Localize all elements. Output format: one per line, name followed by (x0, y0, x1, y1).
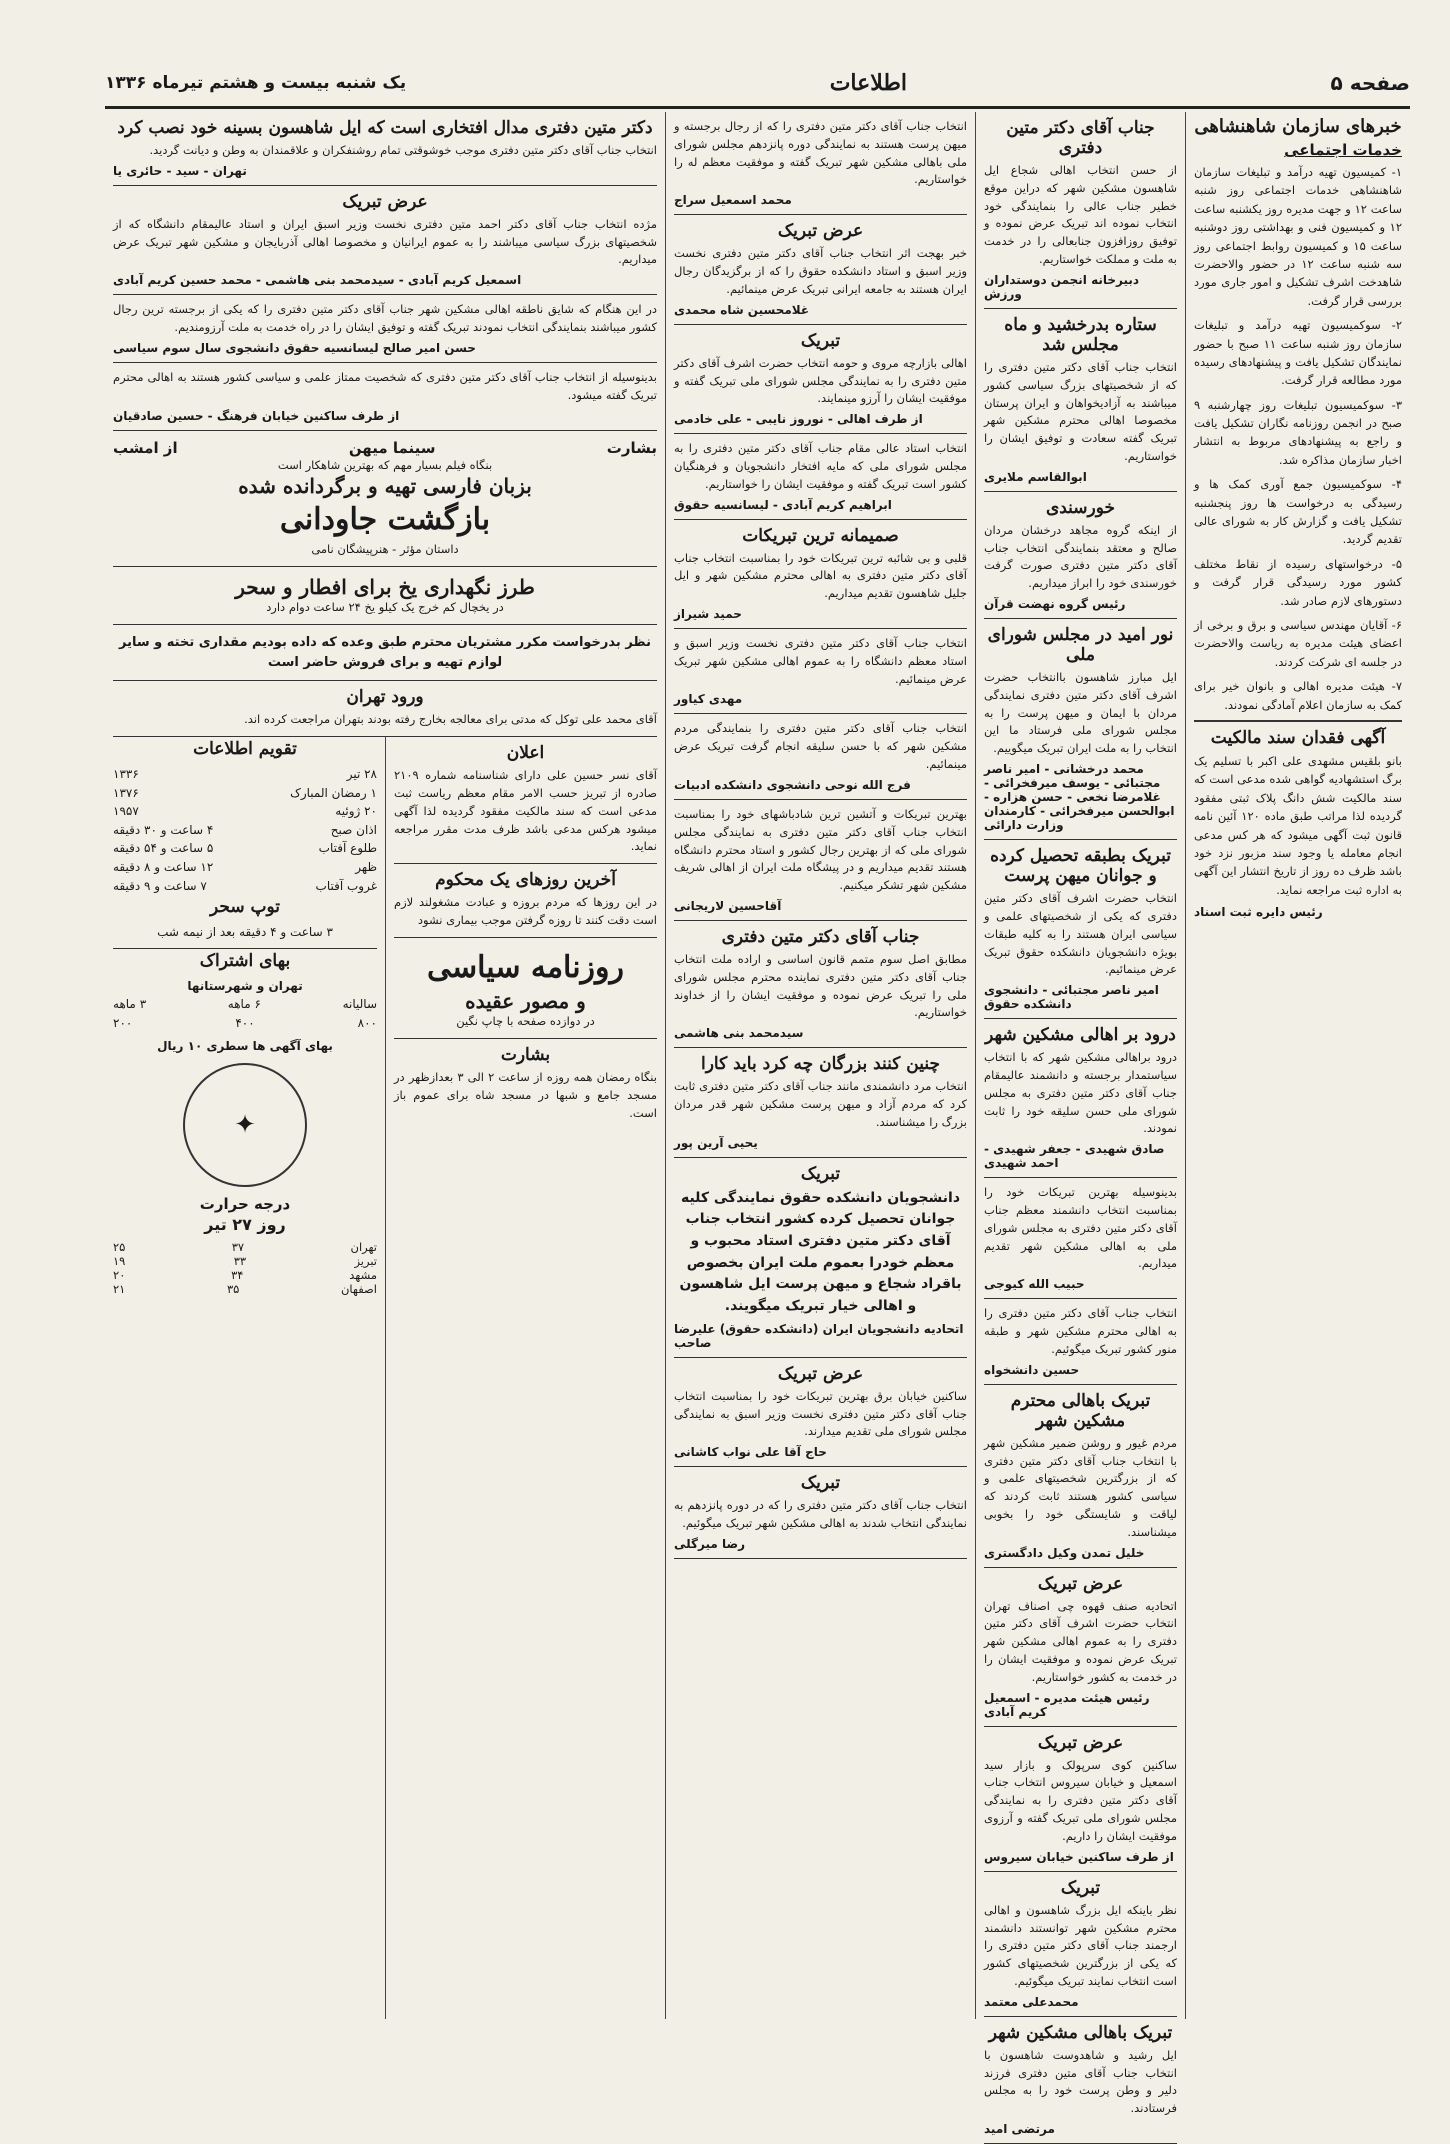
weekly-sub: و مصور عقیده (465, 988, 586, 1013)
elan-title: اعلان (506, 743, 545, 764)
temperature-day: روز ۲۷ تیر (204, 1215, 286, 1235)
article-text: انتخاب جناب آقای دکتر متین دفتری را که در دوره پانزدهم به نمایندگی انتخاب شدند به اهالی مشکین شهر تبریک میگوئیم. (674, 1498, 967, 1530)
deed-notice-sig: رئیس دایره ثبت اسناد (1194, 905, 1323, 920)
calendar-value: ۵ ساعت و ۵۴ دقیقه (113, 841, 214, 856)
calendar-label: ۲۸ تیر (346, 767, 377, 782)
article-text: انتخاب جناب آقای دکتر متین دفتری نخست وزیر اسبق و استاد معظم دانشگاه را به عموم اهالی مشکین شهر تبریک عرض مینمائیم. (674, 636, 967, 686)
city: تهران (350, 1240, 377, 1255)
calendar-line (113, 821, 377, 840)
article-text: بدینوسیله از انتخاب جناب آقای دکتر متین دفتری که شخصیت ممتاز علمی و سیاسی کشور هستند به اهالی محترم تبریک گفته میشود. (113, 369, 657, 402)
article-signature: یحیی آرین پور (674, 1135, 758, 1150)
calendar-label: ۲۰ ژوئیه (335, 804, 377, 819)
max: ۳۴ (231, 1268, 244, 1283)
news-item: ۱- کمیسیون تهیه درآمد و تبلیغات سازمان شاهنشاهی خدمات اجتماعی روز شنبه ساعت ۱۲ و جهت مدیره روز یکشنبه ساعت ۱۲ و کمیسیون فنی و بهداشتی روز دوشنبه ساعت ۱۵ و کمیسیون روابط اجتماعی روز سه شنبه ساعت ۱۲ در حضور والاحضرت شاهدخت اشرف تشکیل و امور جاری مورد بررسی قرار گرفت. (1194, 165, 1403, 308)
article-signature: صادق شهیدی - جعفر شهیدی - احمد شهیدی (984, 1142, 1165, 1171)
article-title: عرض تبریک (1037, 1732, 1124, 1753)
article-text: انتخاب جناب آقای دکتر متین دفتری را که از رجال برجسته و میهن پرست هستند به نمایندگی دوره پانزدهم مجلس شورای ملی باهالی مشکین شهر تبریک گفته و موفقیت معظم له را خواستاریم. (674, 119, 967, 187)
article (674, 325, 967, 434)
article-text: ایل رشید و شاهدوست شاهسون با انتخاب جناب آقای متین دفتری فرزند دلیر و وطن پرست خود را به مجلس فرستادند. (984, 2047, 1177, 2116)
article-title: عرض تبریک (777, 221, 864, 242)
article-signature: اتحادیه دانشجویان ایران (دانشکده حقوق) علیرضا صاحب (674, 1321, 964, 1350)
article-signature: تهران - سید - حائری یا (113, 163, 247, 178)
tehran-title: ورود تهران (346, 687, 424, 708)
calendar-value: ۴ ساعت و ۳۰ دقیقه (113, 822, 214, 837)
cinema-name: سینما میهن (348, 438, 436, 457)
max: ۳۷ (231, 1240, 245, 1255)
article-title: تبریک (800, 1473, 841, 1494)
cinema-title: بازگشت جاودانی (279, 501, 491, 537)
article-text: مردم غیور و روشن ضمیر مشکین شهر با انتخاب جناب آقای دکتر متین دفتری که از بزرگترین شخصیتهای علمی و سیاسی کشور هستند ثابت کردند که لیاقت و شایستگی خود را بخوبی میشناسند. (984, 1435, 1177, 1539)
cinema-ad (113, 431, 657, 568)
article (984, 1385, 1177, 1568)
bashar-notice (394, 1039, 657, 1129)
max: ۳۳ (233, 1254, 247, 1269)
article (674, 1358, 967, 1467)
article-title: تبریک بطبقه تحصیل کرده و جوانان میهن پرست (990, 846, 1171, 887)
article-signature: ابراهیم کریم آبادی - لیسانسیه حقوق (674, 497, 892, 512)
article-text: انتخاب مرد دانشمندی مانند جناب آقای دکتر متین دفتری ثابت کرد که مردم آزاد و میهن پرست مشکین شهر قدر مردان بزرگ را میشناسند. (674, 1079, 967, 1129)
article-text: بهترین تبریکات و آتشین ترین شادباشهای خود را بمناسبت انتخاب جناب آقای دکتر متین دفتری به نمایندگی مجلس شورای ملی که از بهترین رجال کشور و استاد محترم دانشگاه هستند تقدیم میداریم و در پیشگاه ملت ایران از اهالی شریف مشکین شهر تشکر میکنیم. (674, 806, 967, 893)
temperature-title: درجه حرارت (199, 1195, 291, 1214)
article-text: از اینکه گروه مجاهد درخشان مردان صالح و معتقد بنمایندگی انتخاب جناب آقای دکتر متین دفتری صورت گرفت خورسندی خود را ابراز میداریم. (984, 522, 1177, 591)
holiday-text: در این روزها که مردم بروزه و عبادت مشغولند لازم است دقت کنند تا روزه گرفتن موجب بیماری نشود (394, 895, 657, 927)
bottom-right (385, 737, 665, 2019)
column-news (1185, 112, 1410, 2019)
news-item: ۶- آقایان مهندس سیاسی و برق و برخی از اعضای هیئت مدیره به ریاست والاحضرت در جلسه ای شرکت کردند. (1194, 617, 1402, 669)
article (674, 629, 967, 714)
page-header (105, 60, 1410, 109)
news-item: ۴- سوکمیسیون جمع آوری کمک ها و رسیدگی به درخواست ها روز پنجشنبه تشکیل یافت و گزارش کار به شورای عالی تقدیم گردید. (1194, 477, 1402, 547)
article-title: خورسندی (1045, 497, 1116, 518)
column-congrats-b (665, 112, 975, 2019)
article (984, 112, 1177, 309)
calendar-line (113, 858, 377, 877)
article (113, 295, 657, 363)
article (113, 186, 657, 295)
tehran-text: آقای محمد علی توکل که مدتی برای معالجه بخارج رفته بودند بتهران مراجعت کرده اند. (244, 712, 657, 727)
tehran-news (113, 681, 657, 737)
article-text: نظر باینکه ایل بزرگ شاهسون و اهالی محترم مشکین شهر توانستند دانشمند ارجمند جناب آقای دکتر متین دفتری را که یکی از بزرگترین شخصیتهای کشور است انتخاب نمایند تبریک میگوئیم. (984, 1902, 1177, 1988)
ads-price: بهای آگهی ها سطری ۱۰ ریال (157, 1038, 333, 1053)
article-title: عرض تبریک (777, 1363, 864, 1384)
article-text: دانشجویان دانشکده حقوق نمایندگی کلیه جوانان تحصیل کرده کشور انتخاب جناب آقای دکتر متین دفتری استاد محبوب و معظم خودرا بعموم ملت ایران بخصوص باقراد شجاع و میهن پرست ایل شاهسون و اهالی خیار تبریک میگویند. (679, 1189, 962, 1315)
article-signature: حاج آقا علی نواب کاشانی (674, 1445, 827, 1460)
article-title: جناب آقای دکتر متین دفتری (1006, 118, 1155, 158)
elan (394, 737, 657, 864)
article-title: عرض تبریک (342, 191, 428, 212)
article-title: درود بر اهالی مشکین شهر (985, 1025, 1176, 1046)
min: ۲۵ (113, 1240, 126, 1255)
top-section (105, 112, 665, 737)
sahar-title: توپ سحر (209, 897, 281, 918)
news-subtitle: خدمات اجتماعی (1284, 141, 1402, 159)
temperature-row (113, 1268, 377, 1282)
article-text: خبر بهجت اثر انتخاب جناب آقای دکتر متین دفتری نخست وزیر اسبق و استاد دانشکده حقوق را که از برگزیدگان رجال ایران هستند به جامعه ایرانی تبریک عرض مینمائیم. (674, 246, 967, 296)
page-number: صفحه ۵ (1330, 71, 1410, 95)
article-signature: خلیل تمدن وکیل دادگستری (984, 1545, 1145, 1560)
bashar-title: بشارت (500, 1045, 551, 1065)
article (984, 1727, 1177, 1872)
article-text: ساکنین خیابان برق بهترین تبریکات خود را بمناسبت انتخاب جناب آقای دکتر متین دفتری نخست وزیر اسبق به نمایندگی مجلس شورای ملی تقدیم میدارند. (674, 1388, 967, 1439)
article (674, 921, 967, 1048)
deed-notice (1194, 720, 1402, 926)
article-text: انتخاب استاد عالی مقام جناب آقای دکتر متین دفتری را به مجلس شورای ملی که مایه افتخار دانشجویان و فرهنگیان کشور است تبریک گفته و موفقیت ایشان را خواستاریم. (674, 441, 967, 491)
calendar-label: ۱ رمضان المبارک (290, 785, 377, 800)
article-signature: مرتضی امید (984, 2122, 1055, 2136)
calendar-line (113, 877, 377, 896)
cinema-lang: بزبان فارسی تهیه و برگردانده شده (238, 473, 532, 498)
temperature-row (113, 1282, 377, 1296)
article-signature: از طرف اهالی - نوروز نایبی - علی خادمی (674, 412, 923, 427)
article (984, 1178, 1177, 1299)
ice-ad (113, 567, 657, 625)
ice-title: طرز نگهداری یخ برای افطار و سحر (235, 575, 535, 599)
article-text: اهالی بازارچه مروی و حومه انتخاب حضرت اشرف آقای دکتر متین دفتری را به نمایندگی مجلس شورای ملی تبریک گفته و موفقیت ایشان را آرزو مینمایند. (674, 355, 967, 406)
article (984, 1872, 1177, 2017)
column-congrats-a (975, 112, 1185, 2136)
subscription-prices (113, 1014, 377, 1033)
article-text: انتخاب جناب آقای دکتر متین دفتری را بنمایندگی مردم مشکین شهر که با حسن سلیقه انجام گرفت تبریک عرض مینمائیم. (674, 721, 967, 772)
emblem-icon: ✦ (183, 1063, 307, 1187)
article-title: تبریک (800, 1163, 841, 1184)
news-item: ۷- هیئت مدیره اهالی و بانوان خیر برای کمک به سازمان اعلام آمادگی نمودند. (1194, 679, 1402, 712)
article-text: درود براهالی مشکین شهر که با انتخاب سیاستمدار برجسته و دانشمند عالیمقام جناب آقای دکتر متین دفتری به مجلس شورای ملی حسن سلیقه خود را ثابت نمودند. (984, 1050, 1177, 1136)
cinema-note: داستان مؤثر - هنرپیشگان نامی (311, 541, 459, 556)
article-title: تبریک باهالی مشکین شهر (988, 2022, 1173, 2043)
article-signature: آقاحسین لاریجانی (674, 898, 782, 913)
weekly-text: در دوازده صفحه با چاپ نگین (456, 1013, 595, 1028)
article-text: بدینوسیله بهترین تبریکات خود را بمناسبت انتخاب دانشمند معظم جناب آقای دکتر متین دفتری به مجلس شورای ملی به اهالی مشکین شهر تقدیم میداریم. (984, 1185, 1177, 1271)
article-text: ساکنین کوی سرپولک و بازار سید اسمعیل و خیابان سیروس انتخاب جناب آقای دکتر متین دفتری را به نمایندگی مجلس شورای ملی تبریک گفته و آرزوی موفقیت ایشان را داریم. (984, 1757, 1177, 1843)
holiday-title: آخرین روزهای یک محکوم (435, 870, 616, 891)
city: مشهد (349, 1268, 377, 1283)
calendar-value: ۱۲ ساعت و ۸ دقیقه (113, 860, 214, 875)
article-signature: مهدی کیاور (674, 692, 743, 707)
article-signature: محمد درخشانی - امیر ناصر مجتبائی - یوسف میرفخرائی - غلامرضا نخعی - حسن هزاره - ابوالحسن میرفخرائی - کارمندان وزارت دارائی (984, 762, 1175, 833)
calendar-line (113, 839, 377, 858)
shop-notice (113, 625, 657, 681)
period: ۶ ماهه (227, 997, 261, 1012)
article-title: جناب آقای دکتر متین دفتری (721, 926, 920, 947)
city: اصفهان (340, 1282, 377, 1297)
article (674, 714, 967, 799)
bottom-left (105, 737, 385, 2019)
article (984, 840, 1177, 1019)
article-text: انتخاب جناب آقای دکتر متین دفتری را به اهالی محترم مشکین شهر و طبقه منور کشور تبریک میگوئیم. (984, 1306, 1177, 1356)
article-title: تبریک باهالی محترم مشکین شهر (1010, 1390, 1151, 1431)
calendar-line (113, 784, 377, 803)
article (674, 1158, 967, 1358)
price: ۸۰۰ (357, 1016, 377, 1030)
article-text: از حسن انتخاب اهالی شجاع ایل شاهسون مشکین شهر که دراین موقع خطیر جناب عالی را بنمایندگی خود انتخاب نموده اند تبریک عرض نموده و توفیق روزافزون جنابعالی را در خدمت به ملت و مملکت خواستاریم. (984, 163, 1177, 267)
article-signature: فرج الله نوحی دانشجوی دانشکده ادبیات (674, 777, 911, 792)
min: ۲۱ (113, 1282, 126, 1297)
calendar-line (113, 765, 377, 784)
article-signature: محمد اسمعیل سراج (674, 193, 792, 208)
cinema-top (113, 439, 657, 457)
calendar-value: ۱۳۳۶ (113, 767, 139, 782)
article-signature: غلامحسین شاه محمدی (674, 302, 810, 317)
article-text: قلبی و بی شائبه ترین تبریکات خود را بمناسبت انتخاب جناب آقای دکتر متین دفتری به اهالی محترم مشکین شهر و ایل جلیل شاهسون تقدیم میداریم. (674, 550, 967, 601)
calendar-value: ۱۳۷۶ (113, 785, 139, 800)
calendar-label: اذان صبح (330, 822, 377, 837)
weekly-title: روزنامه سیاسی (426, 949, 625, 985)
article-text: انتخاب جناب آقای دکتر متین دفتری موجب خوشوقتی تمام روشنفکران و علاقمندان به وطن و دیانت گردید. (149, 143, 657, 157)
article-title: ستاره بدرخشید و ماه مجلس شد (1004, 314, 1157, 355)
temperature-row (113, 1254, 377, 1268)
article-title: تبریک (1060, 1877, 1101, 1898)
calendar (113, 739, 377, 942)
article-title: تبریک (800, 330, 841, 351)
article-text: مطابق اصل سوم متمم قانون اساسی و اراده ملت انتخاب جناب آقای دکتر متین دفتری نماینده محترم مجلس شورای ملی را تبریک عرض نموده و موفقیت ایشان را از خداوند خواستاریم. (674, 951, 967, 1020)
calendar-line (113, 802, 377, 821)
article-signature: دبیرخانه انجمن دوستداران ورزش (984, 272, 1140, 301)
cinema-banner: بشارت (606, 438, 657, 457)
article-signature: از طرف ساکنین خیابان فرهنگ - حسین صادقیان (113, 408, 400, 423)
calendar-label: طلوع آفتاب (318, 841, 377, 856)
deed-notice-text: بانو بلقیس مشهدی علی اکبر با تسلیم یک برگ استشهادیه گواهی شده مدعی است که سند مالکیت شش دانگ پلاک ثبتی مفقود گردیده لذا مراتب طبق ماده ۱۲۰ آئین نامه قانون ثبت آگهی میشود که هر کس مدعی انجام معامله یا وجود سند مزبور نزد خود باشد ظرف ده روز از تاریخ انتشار این آگهی به اداره ثبت مراجعه نماید. (1194, 753, 1402, 897)
article-title: نور امید در مجلس شورای ملی (987, 625, 1174, 665)
article-title: چنین کنند بزرگان چه کرد باید کارا (700, 1054, 940, 1075)
temperature-row (113, 1240, 377, 1254)
article-signature: رئیس هیئت مدیره - اسمعیل کریم آبادی (984, 1690, 1150, 1719)
article-signature: اسمعیل کریم آبادی - سیدمحمد بنی هاشمی - محمد حسین کریم آبادی (113, 273, 522, 288)
news-title: خبرهای سازمان شاهنشاهی (1194, 116, 1402, 137)
columns (105, 112, 1410, 2136)
min: ۱۹ (113, 1254, 126, 1269)
article-signature: رضا میرگلی (674, 1536, 745, 1551)
issue-date: یک شنبه بیست و هشتم تیرماه ۱۳۳۶ (105, 73, 407, 93)
sahar-time: ۳ ساعت و ۴ دقیقه بعد از نیمه شب (157, 925, 333, 940)
calendar-value: ۱۹۵۷ (113, 804, 139, 819)
article (674, 434, 967, 519)
article-signature: رئیس گروه نهضت قرآن (984, 597, 1126, 611)
article (674, 1048, 967, 1157)
article-signature: حمید شیراز (674, 607, 742, 621)
article (984, 619, 1177, 840)
article-signature: امیر ناصر مجتبائی - دانشجوی دانشکده حقوق (984, 983, 1159, 1012)
column-mixed (105, 112, 665, 2019)
ice-text: در یخچال کم خرج یک کیلو یخ ۲۴ ساعت دوام دارد (266, 600, 504, 614)
subscription-title: بهای اشتراک (199, 950, 291, 971)
article-text: مژده انتخاب جناب آقای دکتر احمد متین دفتری نخست وزیر اسبق ایران و استاد عالیمقام دانشگاه که از شخصیتهای بزرگ سیاسی میباشند را به عموم ایرانیان و مخصوصا اهالی آذربایجان و مشکین شهر تبریک عرض میداریم. (113, 216, 657, 267)
max: ۳۵ (226, 1282, 240, 1297)
subscription-subtitle: تهران و شهرستانها (187, 978, 303, 993)
news-item: ۳- سوکمیسیون تبلیغات روز چهارشنبه ۹ صبح در انجمن روزنامه نگاران تشکیل یافت و راجع به پیشنهادهای مربوط به انتشار اخبار سازمان مذاکره شد. (1194, 397, 1402, 467)
article (113, 112, 657, 186)
article (984, 1299, 1177, 1384)
holiday-notice (394, 864, 657, 938)
article-signature: ابوالقاسم ملایری (984, 469, 1087, 484)
article (674, 520, 967, 629)
article (674, 112, 967, 215)
calendar-label: غروب آفتاب (315, 878, 377, 893)
article-title: صمیمانه ترین تبریکات (742, 525, 899, 546)
calendar-title: تقویم اطلاعات (193, 739, 297, 760)
weekly-ad (394, 938, 657, 1039)
article-signature: حسن امیر صالح لیسانسیه حقوق دانشجوی سال سوم سیاسی (113, 340, 476, 355)
bashar-text: بنگاه رمضان همه روزه از ساعت ۲ الی ۳ بعدازظهر در مسجد جامع و شبها در مسجد شاه برای عموم باز است. (394, 1070, 657, 1120)
article-signature: سیدمحمد بنی هاشمی (674, 1026, 804, 1041)
article (984, 1568, 1177, 1727)
article (984, 2017, 1177, 2144)
news-item: ۵- درخواستهای رسیده از نقاط مختلف کشور مورد رسیدگی قرار گرفت و دستورهای لازم صادر شد. (1194, 556, 1402, 608)
masthead: اطلاعات (829, 70, 907, 96)
cinema-line: بنگاه فیلم بسیار مهم که بهترین شاهکار است (277, 457, 493, 472)
article (984, 492, 1177, 619)
cinema-start: از امشب (113, 438, 178, 457)
deed-notice-title: آگهی فقدان سند مالکیت (1210, 727, 1386, 748)
subscription (113, 948, 377, 1055)
article (674, 215, 967, 324)
shop-notice-text: نظر بدرخواست مکرر مشتریان محترم طبق وعده که داده بودیم مقداری تخته و سایر لوازم تهیه و برای فروش حاضر است (119, 635, 651, 670)
article-text: انتخاب حضرت اشرف آقای دکتر متین دفتری که یکی از شخصیتهای علمی و سیاسی ایران هستند را به کلیه طبقات بویژه دانشجویان دانشکده حقوق تبریک عرض مینمائیم. (984, 891, 1177, 977)
calendar-value: ۷ ساعت و ۹ دقیقه (113, 878, 207, 893)
article (674, 1467, 967, 1559)
article-signature: حسین دانشخواه (984, 1362, 1080, 1377)
article-signature: حبیب الله کیوجی (984, 1277, 1085, 1292)
article-text: ایل مبارز شاهسون باانتخاب حضرت اشرف آقای دکتر متین دفتری نمایندگی مردان با ایمان و میهن پرست را به مجلس شورای ملی فرستاد ما این انتخاب را به ملت ایران تبریک میگوییم. (984, 670, 1177, 756)
article (984, 309, 1177, 492)
subscription-periods (113, 995, 377, 1014)
article-text: اتحادیه صنف قهوه چی اصناف تهران انتخاب حضرت اشرف آقای دکتر متین دفتری را به عموم اهالی مشکین شهر تبریک عرض نموده و موفقیت ایشان را در خدمت به کشور خواستاریم. (984, 1598, 1177, 1684)
min: ۲۰ (113, 1268, 126, 1283)
article (113, 363, 657, 431)
elan-text: آقای نسر حسین علی دارای شناسنامه شماره ۲۱۰۹ صادره از تبریز حسب الامر مقام معظم ریاست ثبت مدعی است که سند مالکیت مفقود گردیده لذا آگهی میشود هرکس مدعی باشد ظرف مدت مقرر مراجعه نماید. (394, 768, 657, 854)
city: تبریز (354, 1254, 377, 1269)
article-signature: از طرف ساکنین خیابان سیروس (984, 1849, 1174, 1864)
article-title: دکتر متین دفتری مدال افتخاری است که ایل شاهسون بسینه خود نصب کرد (117, 118, 653, 138)
article-signature: محمدعلی معتمد (984, 1994, 1079, 2009)
period: ۳ ماهه (113, 997, 147, 1012)
article-text: در این هنگام که شایق ناطقه اهالی مشکین شهر جناب آقای دکتر متین دفتری را که یکی از برجسته ترین رجال کشور میباشند بنمایندگی انتخاب نمودند تبریک گفته و توفیق ایشان را در راه خدمت به ملت آرزومندیم. (113, 302, 657, 335)
period: سالیانه (342, 997, 377, 1012)
article (984, 1019, 1177, 1178)
temperature (113, 1195, 377, 1296)
article-text: انتخاب جناب آقای دکتر متین دفتری را که از شخصیتهای بزرگ سیاسی کشور میباشند به آزادیخواهان و ایران پرستان مخصوصا اهالی محترم مشکین شهر تبریک گفته سعادت و توفیق ایشان را خواستاریم. (984, 359, 1177, 463)
bottom-section (105, 737, 665, 2019)
calendar-label: ظهر (355, 860, 377, 875)
price: ۲۰۰ (113, 1016, 133, 1030)
news-item: ۲- سوکمیسیون تهیه درآمد و تبلیغات سازمان روز شنبه ساعت ۱۱ صبح با حضور نمایندگان تشکیل یافت و پیشنهادهای رسیده مورد مطالعه قرار گرفت. (1194, 318, 1403, 388)
price: ۴۰۰ (235, 1016, 255, 1030)
article (674, 800, 967, 921)
article-title: عرض تبریک (1037, 1573, 1124, 1594)
